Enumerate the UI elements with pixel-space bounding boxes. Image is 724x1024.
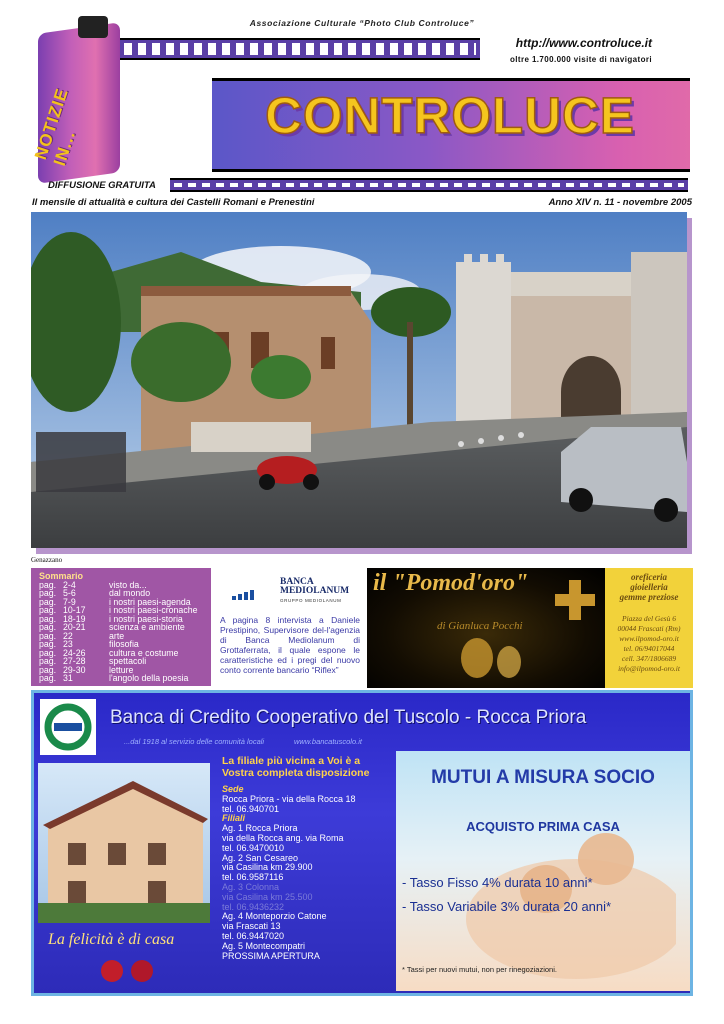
summary-section: letture: [109, 664, 134, 675]
mutui-panel: [396, 751, 690, 991]
mediolanum-name-line1: BANCA: [280, 577, 314, 587]
bcc-branches: [222, 755, 398, 961]
mutui-title: MUTUI A MISURA SOCIO: [431, 767, 655, 788]
summary-page-number: 20-21: [63, 622, 86, 632]
film-canister-cap: [78, 16, 108, 38]
free-distribution-label: DIFFUSIONE GRATUITA: [48, 180, 156, 191]
branch-line: tel. 06.9470010: [222, 842, 285, 853]
branch-line: Ag. 1 Rocca Priora: [222, 823, 298, 834]
summary-section: i nostri paesi-agenda: [109, 596, 191, 607]
pomodoro-address: Piazza del Gesù 6: [622, 614, 676, 623]
summary-page-prefix: pag.: [39, 647, 57, 658]
pomodoro-website[interactable]: www.ilpomod-oro.it: [619, 634, 679, 643]
summary-page-number: 7-9: [63, 596, 76, 607]
website-link[interactable]: http://www.controluce.it: [515, 36, 652, 50]
summary-row[interactable]: [39, 674, 203, 683]
branch-line: via della Rocca ang. via Roma: [222, 832, 344, 843]
summary-page-number: 31: [63, 673, 73, 683]
pomodoro-title: il "Pomod'oro": [373, 570, 529, 596]
summary-page-prefix: pag.: [39, 630, 57, 641]
table-of-contents: [31, 568, 211, 686]
pomodoro-kind: gemme preziose: [619, 592, 679, 602]
pomodoro-email[interactable]: info@ilpomod-oro.it: [618, 664, 680, 673]
film-strip-bottom: [170, 178, 688, 192]
variable-rate-offer: - Tasso Variabile 3% durata 20 anni*: [402, 899, 612, 914]
mediolanum-teaser: A pagina 8 intervista a Daniele Prestipino, Supervisore del-l'agenzia di Banca Mediolanum di Grottaferrata, il quale espone le caratteristiche ed i pregi del nuovo conto corrente bancario “Riflex”: [220, 615, 360, 675]
sede-address: Rocca Priora - via della Rocca 18: [222, 793, 356, 804]
association-line: Associazione Culturale “Photo Club Controluce”: [249, 18, 475, 28]
branch-line-faded: via Casilina km 25.500: [222, 891, 313, 902]
bcc-since: ...dal 1918 al servizio delle comunità locali: [124, 737, 265, 746]
summary-page-number: 5-6: [63, 588, 76, 598]
masthead-logo: CONTROLUCE: [265, 87, 635, 144]
summary-page-prefix: pag.: [39, 639, 57, 649]
pomodoro-mobile: cell. 347/1806689: [621, 654, 677, 663]
film-strip-top: [120, 38, 480, 60]
summary-page-prefix: pag.: [39, 613, 57, 624]
summary-page-prefix: pag.: [39, 579, 57, 590]
branch-line: tel. 06.9447020: [222, 930, 285, 941]
branch-line-faded: tel. 06.9436232: [222, 901, 285, 912]
bcc-headline-2: Vostra completa disposizione: [222, 767, 370, 779]
bcc-headline-1: La filiale più vicina a Voi è a: [222, 755, 361, 767]
bcc-website[interactable]: www.bancatuscolo.it: [294, 737, 362, 746]
filiali-label: Filiali: [222, 813, 246, 824]
branch-line: PROSSIMA APERTURA: [222, 950, 320, 961]
summary-section: visto da...: [109, 579, 147, 590]
summary-section: filosofia: [109, 639, 139, 649]
branch-line: via Frascati 13: [222, 921, 281, 932]
sede-phone: tel. 06.940701: [222, 803, 280, 814]
bcc-logo-icon: [40, 699, 96, 755]
jewelry-illustration: [447, 628, 537, 684]
summary-section: scienza e ambiente: [109, 622, 185, 632]
branch-line-faded: Ag. 3 Colonna: [222, 881, 280, 892]
pomodoro-phone: tel. 06/94017044: [623, 644, 675, 653]
summary-page-number: 18-19: [63, 613, 86, 624]
summary-page-prefix: pag.: [39, 656, 57, 666]
mediolanum-group: GRUPPO MEDIOLANUM: [280, 598, 342, 603]
pomodoro-ad[interactable]: [367, 568, 605, 688]
summary-page-prefix: pag.: [39, 664, 57, 675]
summary-section: dal mondo: [109, 588, 151, 598]
notizie-badge: NOTIZIE IN...: [30, 85, 80, 169]
mediolanum-logo-text: [280, 578, 349, 596]
summary-section: i nostri paesi-cronache: [109, 605, 198, 615]
summary-list: [39, 581, 203, 683]
branch-line: Ag. 4 Monteporzio Catone: [222, 911, 327, 922]
bcc-title: Banca di Credito Cooperativo del Tuscolo - Rocca Priora: [110, 707, 587, 728]
summary-section: i nostri paesi-storia: [109, 613, 183, 624]
pomodoro-contacts: [605, 568, 693, 688]
summary-section: spettacoli: [109, 656, 147, 666]
summary-page-prefix: pag.: [39, 622, 57, 632]
summary-page-prefix: pag.: [39, 596, 57, 607]
pomodoro-kind: gioielleria: [630, 582, 668, 592]
visits-count: oltre 1.700.000 visite di navigatori: [509, 55, 652, 64]
mediolanum-name-line2: MEDIOLANUM: [280, 586, 350, 596]
summary-section: cultura e costume: [109, 647, 179, 658]
summary-page-number: 24-26: [63, 647, 86, 658]
rates-footnote: * Tassi per nuovi mutui, non per rinegoziazioni.: [402, 965, 557, 974]
fixed-rate-offer: - Tasso Fisso 4% durata 10 anni*: [402, 875, 593, 890]
branch-line: tel. 06.9587116: [222, 872, 284, 883]
summary-page-number: 10-17: [63, 605, 86, 615]
summary-section: arte: [109, 630, 125, 641]
summary-page-number: 27-28: [63, 656, 86, 666]
sede-label: Sede: [222, 784, 244, 794]
branch-line: via Casilina km 29.900: [222, 862, 313, 873]
summary-page-number: 22: [63, 630, 73, 641]
cross-emblem-icon: [553, 578, 597, 622]
mutui-subtitle: ACQUISTO PRIMA CASA: [466, 819, 620, 834]
branch-building-photo: [38, 763, 210, 923]
cover-photo: [31, 212, 687, 548]
photo-caption: Genazzano: [31, 556, 63, 564]
branch-line: Ag. 5 Montecompatri: [222, 940, 306, 951]
pomodoro-city: 00044 Frascati (Rm): [617, 624, 681, 633]
summary-page-number: 2-4: [63, 579, 76, 590]
branch-line: Ag. 2 San Cesareo: [222, 852, 299, 863]
pomegranate-icon: [96, 955, 160, 983]
bcc-tuscolo-ad[interactable]: [31, 690, 693, 996]
issue-number: Anno XIV n. 11 - novembre 2005: [548, 197, 692, 208]
summary-page-prefix: pag.: [39, 588, 57, 598]
summary-title: Sommario: [39, 571, 84, 581]
bcc-slogan: La felicità è di casa: [48, 931, 175, 948]
summary-page-prefix: pag.: [39, 605, 57, 615]
summary-page-prefix: pag.: [39, 673, 57, 683]
summary-section: l'angolo della poesia: [109, 673, 189, 683]
pomodoro-kind: oreficeria: [631, 572, 667, 582]
summary-page-number: 29-30: [63, 664, 86, 675]
mediolanum-logo-icon: [232, 587, 254, 597]
summary-page-number: 23: [63, 639, 73, 649]
pomodoro-signature: di Gianluca Pocchi: [437, 620, 523, 632]
magazine-subtitle: Il mensile di attualità e cultura dei Castelli Romani e Prenestini: [32, 197, 315, 208]
